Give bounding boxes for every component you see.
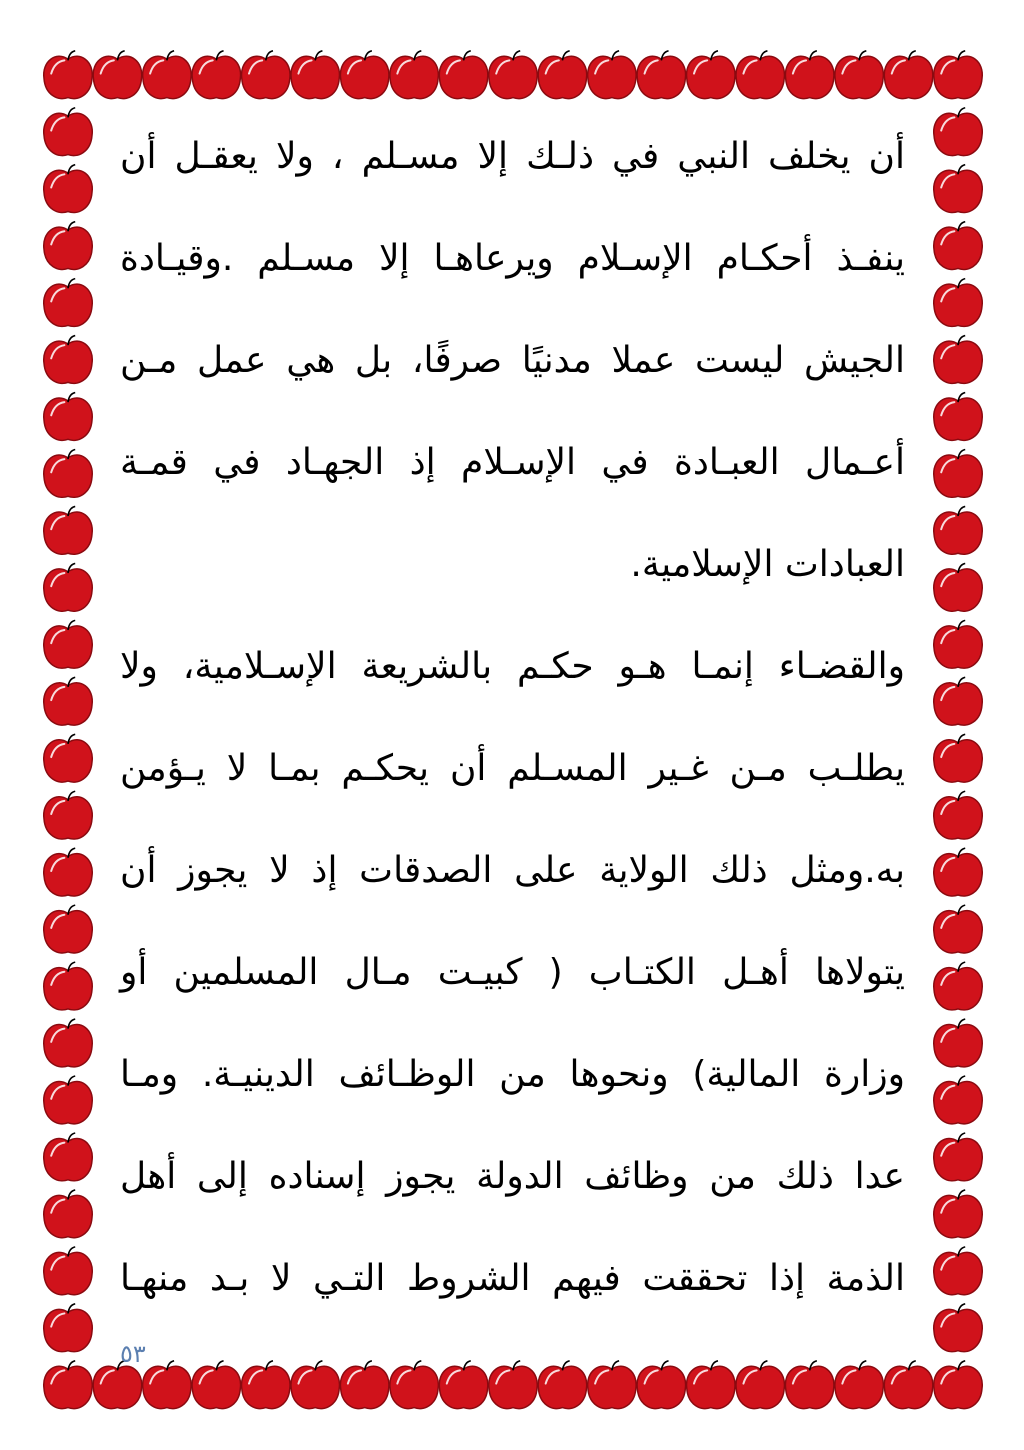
text-line: ينفـذ أحكـام الإسـلام ويرعاهـا إلا مسـلم .وقيـادة xyxy=(120,238,905,279)
apple-icon xyxy=(934,165,983,213)
apple-icon xyxy=(143,1361,192,1409)
apple-icon xyxy=(884,51,933,99)
apple-icon xyxy=(934,108,983,156)
apple-icon xyxy=(44,1247,93,1295)
apple-icon xyxy=(687,1361,736,1409)
text-line: العبادات الإسلامية. xyxy=(630,544,905,585)
apple-icon xyxy=(934,1076,983,1124)
apple-icon xyxy=(44,336,93,384)
apple-icon xyxy=(934,506,983,554)
apple-icon xyxy=(785,1361,834,1409)
apple-icon xyxy=(835,1361,884,1409)
apple-icon xyxy=(44,1076,93,1124)
text-line: أعـمال العبـادة في الإسـلام إذ الجهـاد في قمـة xyxy=(120,442,905,483)
apple-icon xyxy=(934,1361,983,1409)
apple-icon xyxy=(934,962,983,1010)
apple-icon xyxy=(44,1190,93,1238)
apple-icon xyxy=(44,108,93,156)
apple-icon xyxy=(934,1247,983,1295)
text-line: يتولاها أهـل الكتـاب ( كبيـت مـال المسلمين أو xyxy=(120,952,905,993)
apple-icon xyxy=(291,51,340,99)
apple-icon xyxy=(44,962,93,1010)
apple-icon xyxy=(44,791,93,839)
text-line: الذمة إذا تحققت فيهم الشروط التـي لا بـد منهـا xyxy=(120,1258,905,1299)
apple-icon xyxy=(934,279,983,327)
text-body xyxy=(120,130,905,1354)
apple-icon xyxy=(934,848,983,896)
apple-icon xyxy=(192,1361,241,1409)
apple-icon xyxy=(44,563,93,611)
apple-icon xyxy=(44,506,93,554)
apple-icon xyxy=(637,51,686,99)
apple-icon xyxy=(44,393,93,441)
apple-icon xyxy=(93,51,142,99)
text-line: والقضـاء إنمـا هـو حكـم بالشريعة الإسـلامية، ولا xyxy=(120,646,905,687)
apple-icon xyxy=(934,791,983,839)
apple-icon xyxy=(687,51,736,99)
apple-icon xyxy=(934,1133,983,1181)
apple-icon xyxy=(44,1133,93,1181)
apple-icon xyxy=(44,279,93,327)
apple-icon xyxy=(934,449,983,497)
apple-icon xyxy=(934,336,983,384)
apple-icon xyxy=(934,1019,983,1067)
text-line: يطلـب مـن غـير المسـلم أن يحكـم بمـا لا يـؤمن xyxy=(120,748,905,789)
apple-icon xyxy=(934,677,983,725)
apple-icon xyxy=(934,393,983,441)
apple-icon xyxy=(192,51,241,99)
apple-icon xyxy=(934,620,983,668)
apple-icon xyxy=(44,51,93,99)
apple-icon xyxy=(439,1361,488,1409)
apple-icon xyxy=(340,51,389,99)
apple-icon xyxy=(44,222,93,270)
text-line: عدا ذلك من وظائف الدولة يجوز إسناده إلى أهل xyxy=(120,1156,905,1197)
apple-icon xyxy=(439,51,488,99)
apple-icon xyxy=(934,905,983,953)
apple-icon xyxy=(588,1361,637,1409)
apple-icon xyxy=(44,449,93,497)
apple-icon xyxy=(736,1361,785,1409)
apple-icon xyxy=(242,51,291,99)
apple-icon xyxy=(538,51,587,99)
apple-icon xyxy=(44,905,93,953)
apple-icon xyxy=(143,51,192,99)
apple-icon xyxy=(44,1304,93,1352)
apple-icon xyxy=(489,1361,538,1409)
apple-icon xyxy=(44,1361,93,1409)
apple-icon xyxy=(934,563,983,611)
apple-icon xyxy=(291,1361,340,1409)
apple-icon xyxy=(835,51,884,99)
apple-icon xyxy=(934,51,983,99)
apple-icon xyxy=(44,734,93,782)
apple-icon xyxy=(390,1361,439,1409)
apple-icon xyxy=(934,222,983,270)
apple-icon xyxy=(736,51,785,99)
apple-icon xyxy=(785,51,834,99)
apple-icon xyxy=(44,620,93,668)
text-line: به.ومثل ذلك الولاية على الصدقات إذ لا يجوز أن xyxy=(120,850,905,891)
apple-icon xyxy=(489,51,538,99)
text-line: الجيش ليست عملا مدنيًا صرفًا، بل هي عمل مـن xyxy=(120,340,905,381)
apple-icon xyxy=(242,1361,291,1409)
text-line: وزارة المالية) ونحوها من الوظـائف الدينيـة. ومـا xyxy=(120,1054,905,1095)
apple-icon xyxy=(934,734,983,782)
apple-icon xyxy=(44,1019,93,1067)
page-number: ٥٣ xyxy=(120,1340,146,1368)
apple-icon xyxy=(588,51,637,99)
apple-icon xyxy=(934,1304,983,1352)
apple-icon xyxy=(884,1361,933,1409)
apple-icon xyxy=(538,1361,587,1409)
apple-icon xyxy=(637,1361,686,1409)
apple-icon xyxy=(340,1361,389,1409)
apple-icon xyxy=(390,51,439,99)
apple-icon xyxy=(934,1190,983,1238)
text-line: أن يخلف النبي في ذلـك إلا مسـلم ، ولا يعقـل أن xyxy=(120,136,905,177)
apple-icon xyxy=(44,165,93,213)
apple-icon xyxy=(44,677,93,725)
apple-icon xyxy=(44,848,93,896)
